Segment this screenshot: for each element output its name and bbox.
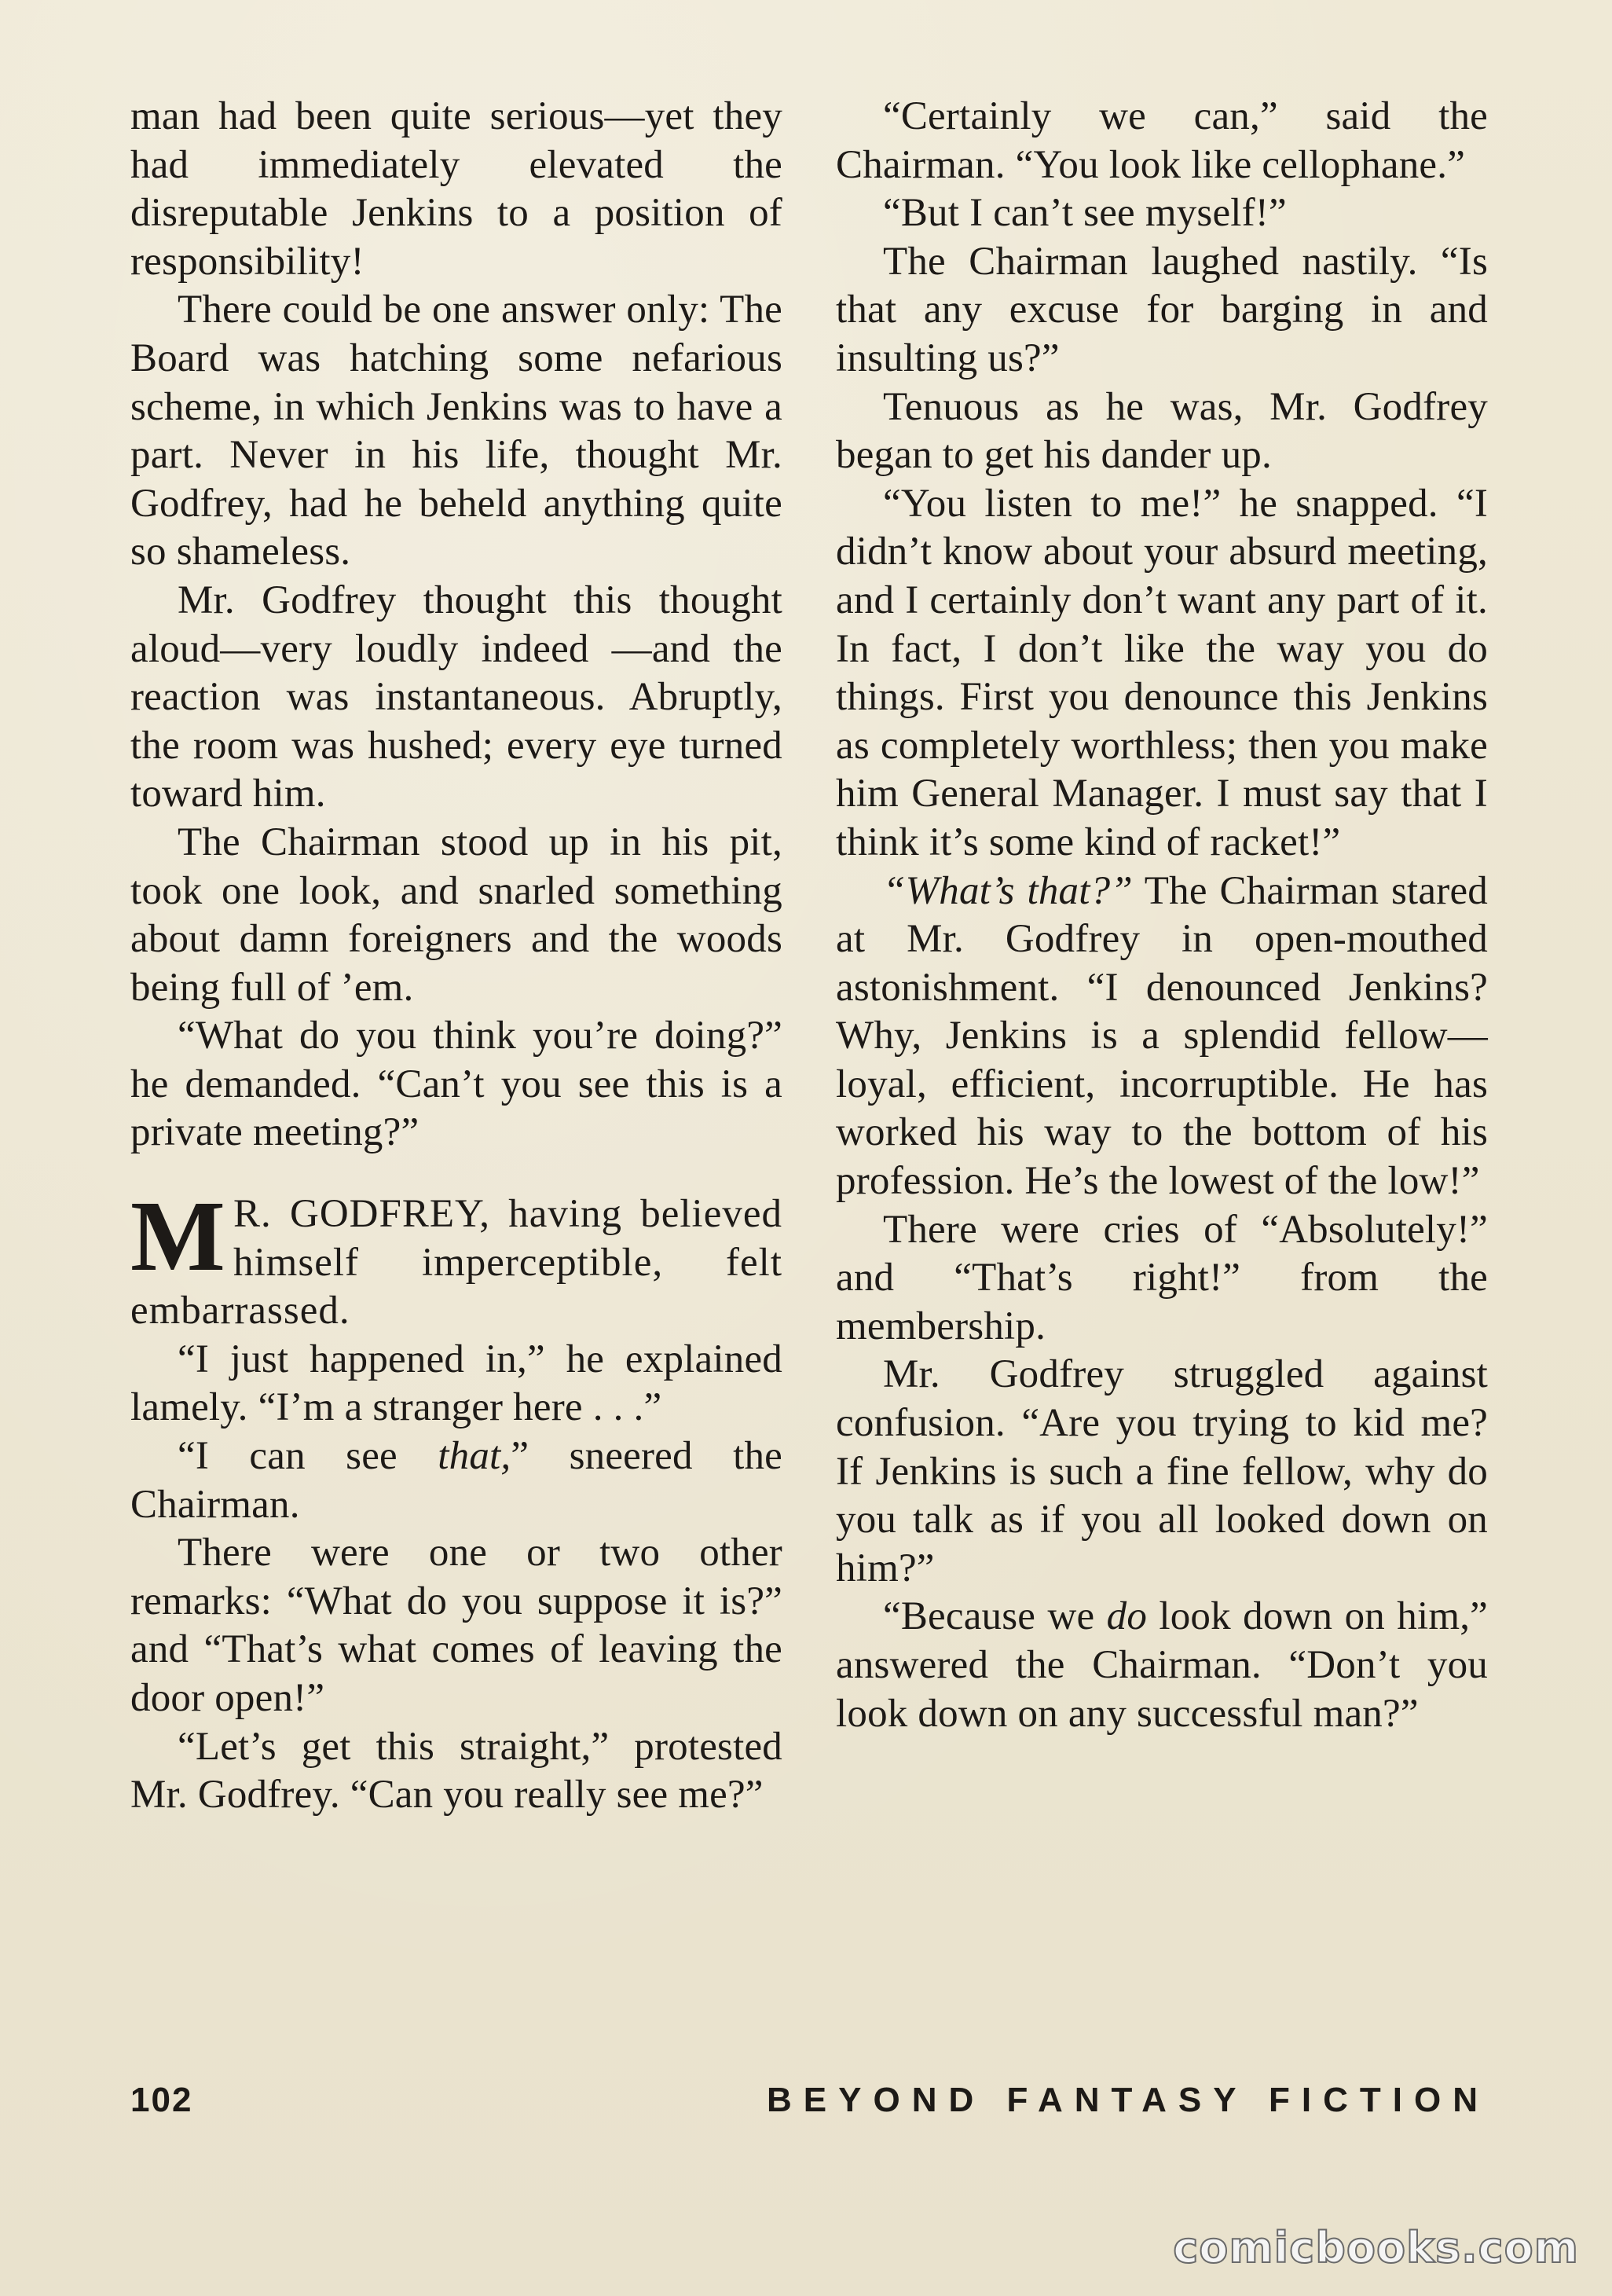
paragraph-text: The Chairman stared at Mr. Godfrey in open-mouthed astonishment. “I denounced Jenkins? Why, Jenkins is a splendid fellow—loyal, efficient, incorruptible. He has worked his way to the bottom of his profession. He’s the lowest of the low!” — [836, 868, 1488, 1204]
paragraph: There could be one answer only: The Board was hatching some nefarious scheme, in which Jenkins was to have a part. Never in his life, thought Mr. Godfrey, had he beheld anything quite so shameless. — [130, 288, 782, 574]
section-opening-paragraph — [130, 1180, 782, 1336]
paragraph — [836, 1593, 1488, 1738]
paragraph-text: “I can see — [178, 1434, 438, 1479]
right-column — [836, 93, 1488, 1738]
drop-cap: M — [130, 1180, 226, 1293]
emphasis-text: do — [1106, 1594, 1148, 1639]
paragraph: Tenuous as he was, Mr. Godfrey began to get his dander up. — [836, 384, 1488, 478]
paragraph: There were one or two other remarks: “What do you suppose it is?” and “That’s what comes of leaving the door open!” — [130, 1531, 782, 1720]
paragraph: The Chairman stood up in his pit, took one look, and snarled something about damn foreigners and the woods being full of ’em. — [130, 820, 782, 1010]
paragraph: “I just happened in,” he explained lamely. “I’m a stranger here . . .” — [130, 1337, 782, 1430]
paragraph: man had been quite serious—yet they had immediately elevated the disreputable Jenkins to a position of responsibility! — [130, 94, 782, 284]
running-head: BEYOND FANTASY FICTION — [767, 2081, 1489, 2119]
left-column — [130, 93, 782, 1820]
paragraph-text: ” sneered the Chairman. — [130, 1434, 783, 1527]
emphasis-text: that, — [438, 1434, 511, 1479]
emphasis-text: “What’s that?” — [883, 868, 1133, 913]
paragraph-text: “Because we — [883, 1594, 1107, 1639]
paragraph: “Let’s get this straight,” protested Mr. Godfrey. “Can you really see me?” — [130, 1724, 782, 1817]
page-number: 102 — [130, 2081, 193, 2119]
paragraph: “What do you think you’re doing?” he demanded. “Can’t you see this is a private meeting?” — [130, 1014, 782, 1155]
paragraph: “You listen to me!” he snapped. “I didn’t know about your absurd meeting, and I certainly don’t want any part of it. In fact, I don’t like the way you do things. First you denounce this Jenkins as completely worthless; then you make him General Manager. I must say that I think it’s some kind of racket!” — [836, 481, 1488, 864]
paragraph — [130, 1432, 782, 1529]
paragraph: “Certainly we can,” said the Chairman. “You look like cellophane.” — [836, 94, 1488, 187]
paragraph: There were cries of “Absolutely!” and “That’s right!” from the membership. — [836, 1207, 1488, 1348]
paragraph-text: R. GODFREY, having believed himself imperceptible, felt embarrassed. — [130, 1192, 782, 1333]
paragraph-text: look down on him,” answered the Chairman. “Don’t you look down on any successful man?” — [836, 1594, 1488, 1736]
site-watermark: comicbooks.com — [1173, 2223, 1579, 2272]
paragraph — [836, 867, 1488, 1206]
paragraph: “But I can’t see myself!” — [883, 191, 1287, 236]
paragraph: Mr. Godfrey thought this thought aloud—very loudly indeed —and the reaction was instantaneous. Abruptly, the room was hushed; every eye turned toward him. — [130, 578, 782, 816]
paragraph: The Chairman laughed nastily. “Is that any excuse for barging in and insulting us?” — [836, 239, 1488, 380]
paragraph: Mr. Godfrey struggled against confusion. “Are you trying to kid me? If Jenkins is such a fine fellow, why do you talk as if you all looked down on him?” — [836, 1352, 1488, 1590]
